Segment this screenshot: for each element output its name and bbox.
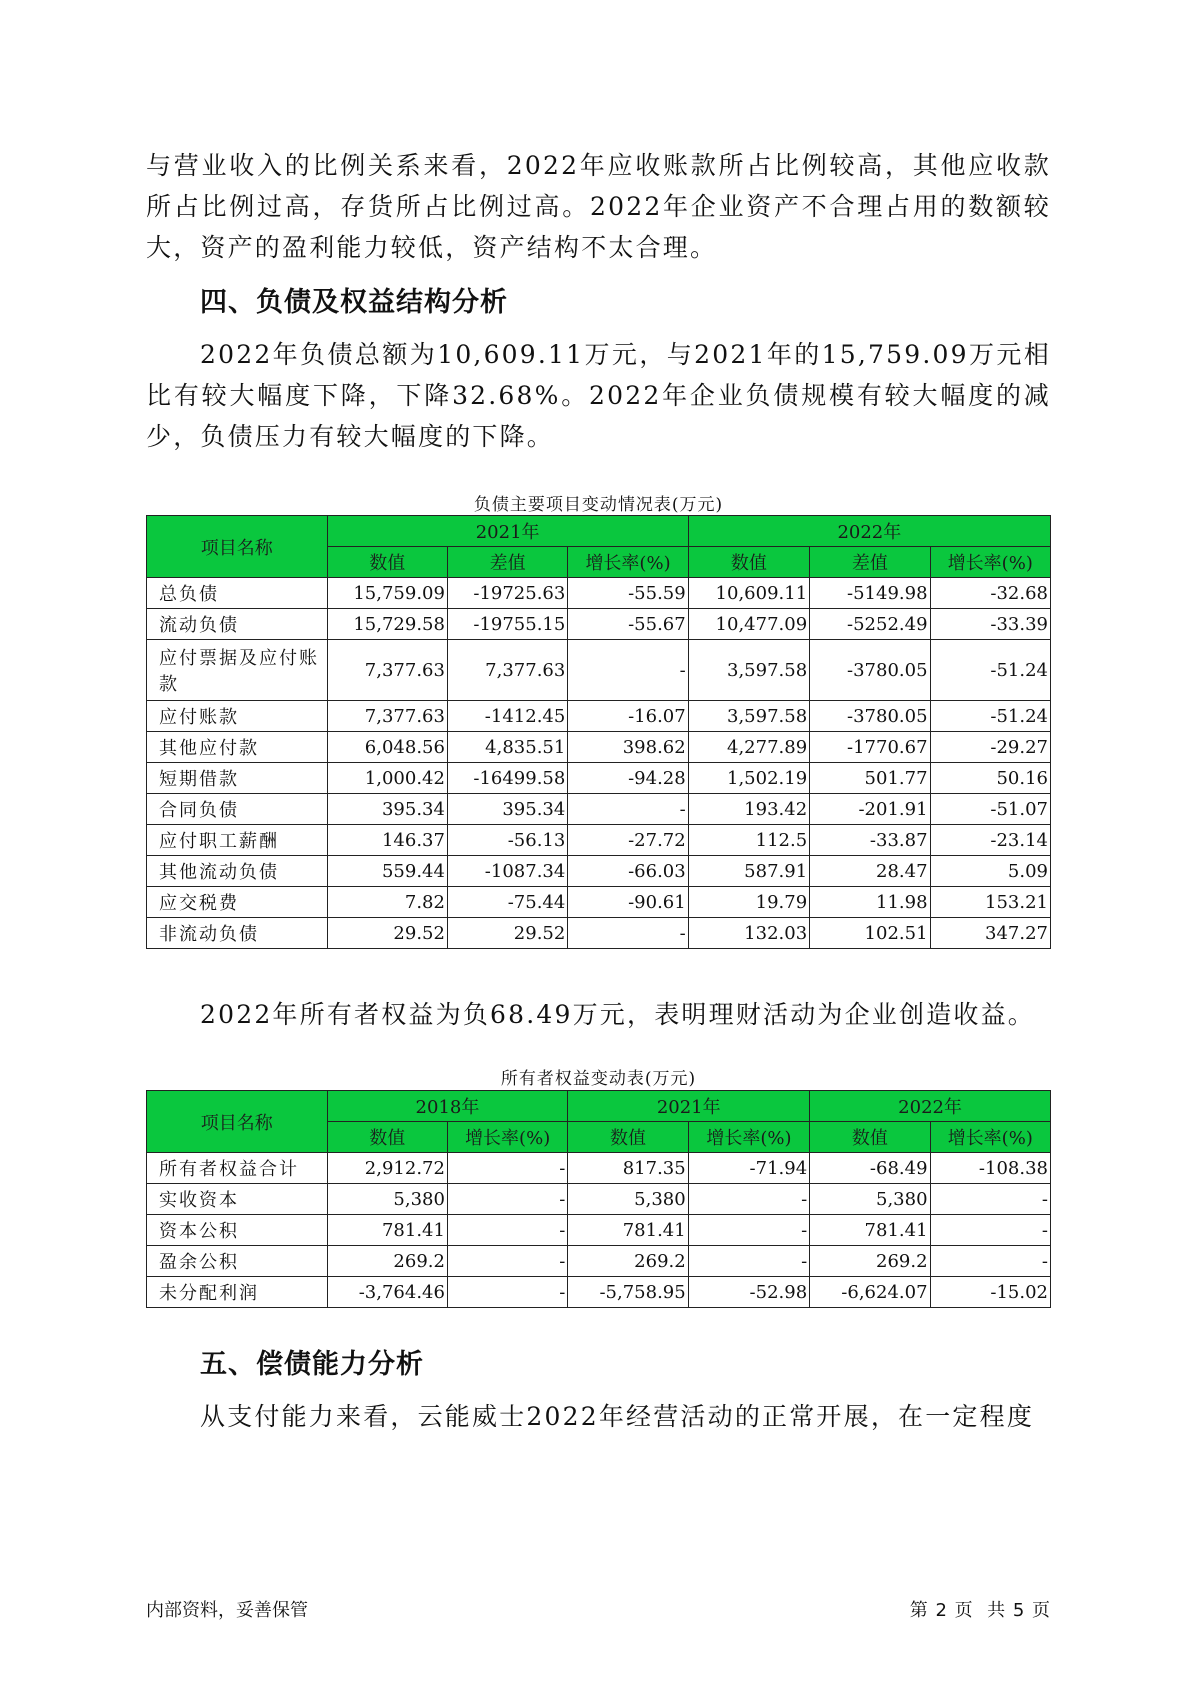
table-cell: -32.68 [930,578,1050,609]
table-cell: -201.91 [810,794,930,825]
equity-table [146,1090,1051,1308]
table-cell: -51.24 [930,640,1050,701]
table-cell: -75.44 [447,887,567,918]
table-cell: 7.82 [327,887,447,918]
row-label: 所有者权益合计 [147,1153,328,1184]
table-cell: 3,597.58 [688,701,809,732]
equity-year-header: 2018年 [327,1091,568,1122]
table-cell: 347.27 [930,918,1050,949]
debt-year-header: 2021年 [327,516,688,547]
table-cell: -3780.05 [810,640,930,701]
table-cell: - [447,1184,567,1215]
table-cell: 501.77 [810,763,930,794]
table-cell: 102.51 [810,918,930,949]
table-cell: 7,377.63 [327,701,447,732]
table-cell: - [930,1215,1050,1246]
table-cell: 781.41 [327,1215,447,1246]
table-cell: -55.59 [568,578,688,609]
table-cell: -6,624.07 [810,1277,930,1308]
table-cell: -66.03 [568,856,688,887]
table-cell: 817.35 [568,1153,688,1184]
table-cell: -1412.45 [447,701,567,732]
table-cell: 781.41 [568,1215,688,1246]
row-label: 应交税费 [147,887,328,918]
debt-sub-header: 增长率(%) [568,547,688,578]
table-cell: 28.47 [810,856,930,887]
equity-sub-header: 数值 [810,1122,930,1153]
debt-sub-header: 数值 [688,547,809,578]
table-cell: 153.21 [930,887,1050,918]
table-cell: -16499.58 [447,763,567,794]
table-cell: - [688,1246,809,1277]
table-cell: -56.13 [447,825,567,856]
table-cell: -5,758.95 [568,1277,688,1308]
table-cell: -3780.05 [810,701,930,732]
table-cell: 7,377.63 [327,640,447,701]
table-cell: 6,048.56 [327,732,447,763]
table-row [147,856,1051,887]
table-row [147,918,1051,949]
table-cell: 146.37 [327,825,447,856]
table-cell: 269.2 [810,1246,930,1277]
table-cell: 15,729.58 [327,609,447,640]
table-cell: 132.03 [688,918,809,949]
table-row [147,1215,1051,1246]
table-cell: 7,377.63 [447,640,567,701]
table-cell: -29.27 [930,732,1050,763]
table-cell: -33.87 [810,825,930,856]
table-row [147,640,1051,701]
table-cell: - [930,1246,1050,1277]
debt-sub-header: 差值 [810,547,930,578]
table-cell: 5.09 [930,856,1050,887]
table-cell: -51.07 [930,794,1050,825]
table-row [147,1153,1051,1184]
table-cell: 269.2 [568,1246,688,1277]
table-row [147,763,1051,794]
row-label: 实收资本 [147,1184,328,1215]
table-cell: -90.61 [568,887,688,918]
debt-table-caption: 负债主要项目变动情况表(万元) [473,495,724,515]
equity-sub-header: 增长率(%) [688,1122,809,1153]
table-cell: 1,000.42 [327,763,447,794]
table-cell: - [568,918,688,949]
table-cell: -5149.98 [810,578,930,609]
equity-sub-header: 增长率(%) [447,1122,567,1153]
table-cell: 2,912.72 [327,1153,447,1184]
table-cell: 10,477.09 [688,609,809,640]
table-cell: 269.2 [327,1246,447,1277]
table-cell: -55.67 [568,609,688,640]
table-row [147,732,1051,763]
footer-page-number: 第 2 页 共 5 页 [909,1600,1051,1621]
table-cell: 559.44 [327,856,447,887]
table-row [147,1246,1051,1277]
table-cell: 395.34 [327,794,447,825]
table-cell: -3,764.46 [327,1277,447,1308]
table-cell: -1087.34 [447,856,567,887]
table-cell: - [930,1184,1050,1215]
table-cell: -19755.15 [447,609,567,640]
equity-sub-header: 数值 [568,1122,688,1153]
table-cell: - [447,1277,567,1308]
row-label: 其他应付款 [147,732,328,763]
table-cell: 15,759.09 [327,578,447,609]
table-cell: 50.16 [930,763,1050,794]
table-row [147,825,1051,856]
table-cell: 5,380 [568,1184,688,1215]
row-label: 其他流动负债 [147,856,328,887]
table-cell: -23.14 [930,825,1050,856]
table-cell: 587.91 [688,856,809,887]
table-row [147,701,1051,732]
table-cell: 1,502.19 [688,763,809,794]
table-cell: -94.28 [568,763,688,794]
table-cell: -27.72 [568,825,688,856]
section5-heading: 五、偿债能力分析 [200,1349,424,1380]
table-cell: -19725.63 [447,578,567,609]
row-label: 流动负债 [147,609,328,640]
table-cell: 29.52 [447,918,567,949]
table-cell: 4,277.89 [688,732,809,763]
table-row [147,1277,1051,1308]
row-label: 盈余公积 [147,1246,328,1277]
row-label: 应付职工薪酬 [147,825,328,856]
table-cell: -5252.49 [810,609,930,640]
table-cell: -51.24 [930,701,1050,732]
table-cell: 5,380 [327,1184,447,1215]
section4-paragraph: 2022年负债总额为10,609.11万元，与2021年的15,759.09万元相比有较大幅度下降，下降32.68%。2022年企业负债规模有较大幅度的减少，负债压力有较大幅度的下降。 [146,340,1051,451]
debt-sub-header: 差值 [447,547,567,578]
table-cell: 781.41 [810,1215,930,1246]
debt-sub-header: 数值 [327,547,447,578]
table-cell: - [688,1215,809,1246]
table-cell: -15.02 [930,1277,1050,1308]
table-cell: - [568,794,688,825]
equity-paragraph: 2022年所有者权益为负68.49万元，表明理财活动为企业创造收益。 [200,1000,1035,1029]
table-row [147,578,1051,609]
debt-sub-header: 增长率(%) [930,547,1050,578]
table-row [147,887,1051,918]
table-cell: 5,380 [810,1184,930,1215]
table-cell: -1770.67 [810,732,930,763]
table-cell: 11.98 [810,887,930,918]
table-cell: -16.07 [568,701,688,732]
equity-table-caption: 所有者权益变动表(万元) [500,1069,697,1089]
debt-year-header: 2022年 [688,516,1050,547]
table-cell: -108.38 [930,1153,1050,1184]
equity-sub-header: 增长率(%) [930,1122,1050,1153]
table-cell: 29.52 [327,918,447,949]
equity-name-header: 项目名称 [147,1091,328,1153]
table-cell: -71.94 [688,1153,809,1184]
row-label: 总负债 [147,578,328,609]
table-cell: -33.39 [930,609,1050,640]
table-cell: - [568,640,688,701]
section5-paragraph: 从支付能力来看，云能威士2022年经营活动的正常开展，在一定程度 [200,1402,1035,1431]
row-label: 合同负债 [147,794,328,825]
table-cell: 10,609.11 [688,578,809,609]
equity-year-header: 2022年 [810,1091,1051,1122]
section4-heading: 四、负债及权益结构分析 [200,287,508,318]
table-row [147,609,1051,640]
row-label: 非流动负债 [147,918,328,949]
table-cell: -68.49 [810,1153,930,1184]
table-row [147,794,1051,825]
row-label: 应付账款 [147,701,328,732]
debt-table [146,515,1051,949]
table-cell: 3,597.58 [688,640,809,701]
table-row [147,1184,1051,1215]
table-cell: 19.79 [688,887,809,918]
table-cell: 112.5 [688,825,809,856]
row-label: 资本公积 [147,1215,328,1246]
table-cell: 395.34 [447,794,567,825]
intro-paragraph: 与营业收入的比例关系来看，2022年应收账款所占比例较高，其他应收款所占比例过高，存货所占比例过高。2022年企业资产不合理占用的数额较大，资产的盈利能力较低，资产结构不太合理。 [146,151,1051,262]
table-cell: - [447,1246,567,1277]
row-label: 应付票据及应付账款 [147,640,328,701]
equity-sub-header: 数值 [327,1122,447,1153]
table-cell: - [447,1215,567,1246]
table-cell: -52.98 [688,1277,809,1308]
table-cell: 193.42 [688,794,809,825]
row-label: 未分配利润 [147,1277,328,1308]
footer-confidential: 内部资料，妥善保管 [146,1600,308,1621]
equity-year-header: 2021年 [568,1091,810,1122]
table-cell: - [447,1153,567,1184]
table-cell: - [688,1184,809,1215]
table-cell: 398.62 [568,732,688,763]
table-cell: 4,835.51 [447,732,567,763]
debt-name-header: 项目名称 [147,516,328,578]
row-label: 短期借款 [147,763,328,794]
